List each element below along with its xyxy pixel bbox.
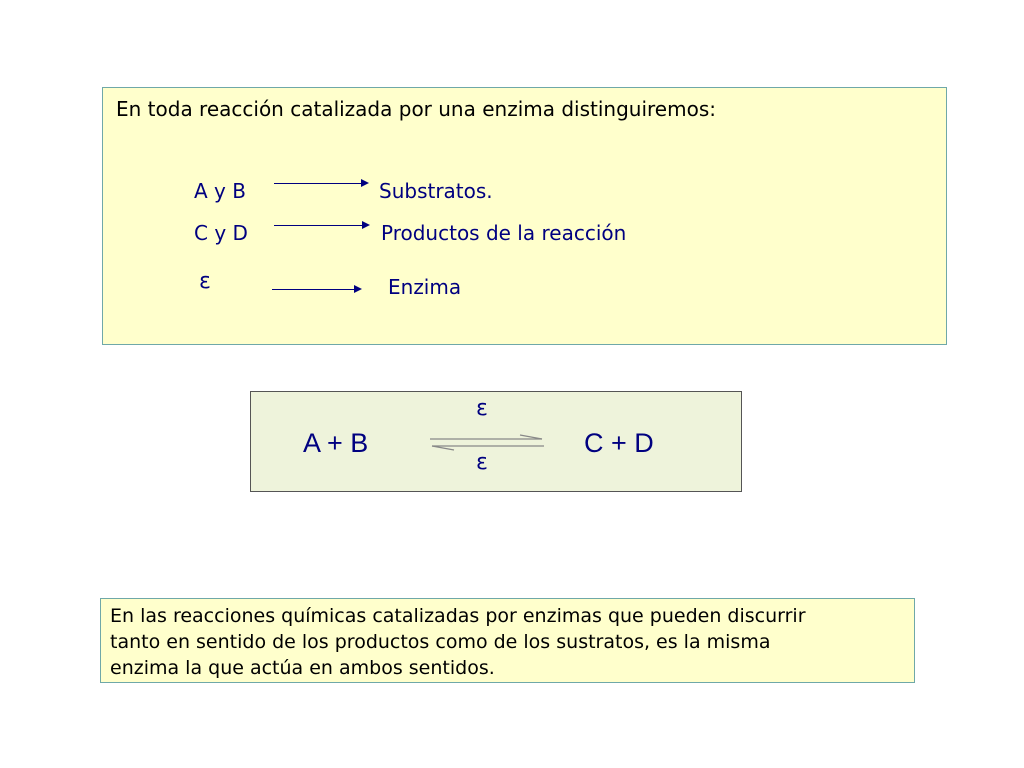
definition-row-substrates [103,179,946,205]
enzyme-symbol-bottom: ε [476,450,488,475]
meaning-enzyme: Enzima [388,275,462,299]
term-substrates: A y B [194,179,246,203]
products: C + D [584,428,654,458]
note-line: tanto en sentido de los productos como de los sustratos, es la misma [110,631,771,653]
meaning-products: Productos de la reacción [381,221,627,245]
note-line: enzima la que actúa en ambos sentidos. [110,657,495,679]
note-line: En las reacciones químicas catalizadas por enzimas que pueden discurrir [110,605,806,627]
arrow-right-icon [274,221,370,231]
term-products: C y D [194,221,248,245]
arrow-right-icon [274,179,369,189]
note-box [100,598,915,683]
enzyme-symbol-top: ε [476,396,488,421]
arrow-right-icon [272,285,362,295]
reaction-box [250,391,742,492]
meaning-substrates: Substratos. [379,179,493,203]
term-enzyme: ε [199,269,211,294]
definition-row-products [103,221,946,247]
reactants: A + B [303,428,369,458]
note-paragraph [110,603,914,681]
definitions-title: En toda reacción catalizada por una enzima distinguiremos: [116,97,716,121]
definitions-box [102,87,947,345]
definition-row-enzyme [103,269,946,299]
